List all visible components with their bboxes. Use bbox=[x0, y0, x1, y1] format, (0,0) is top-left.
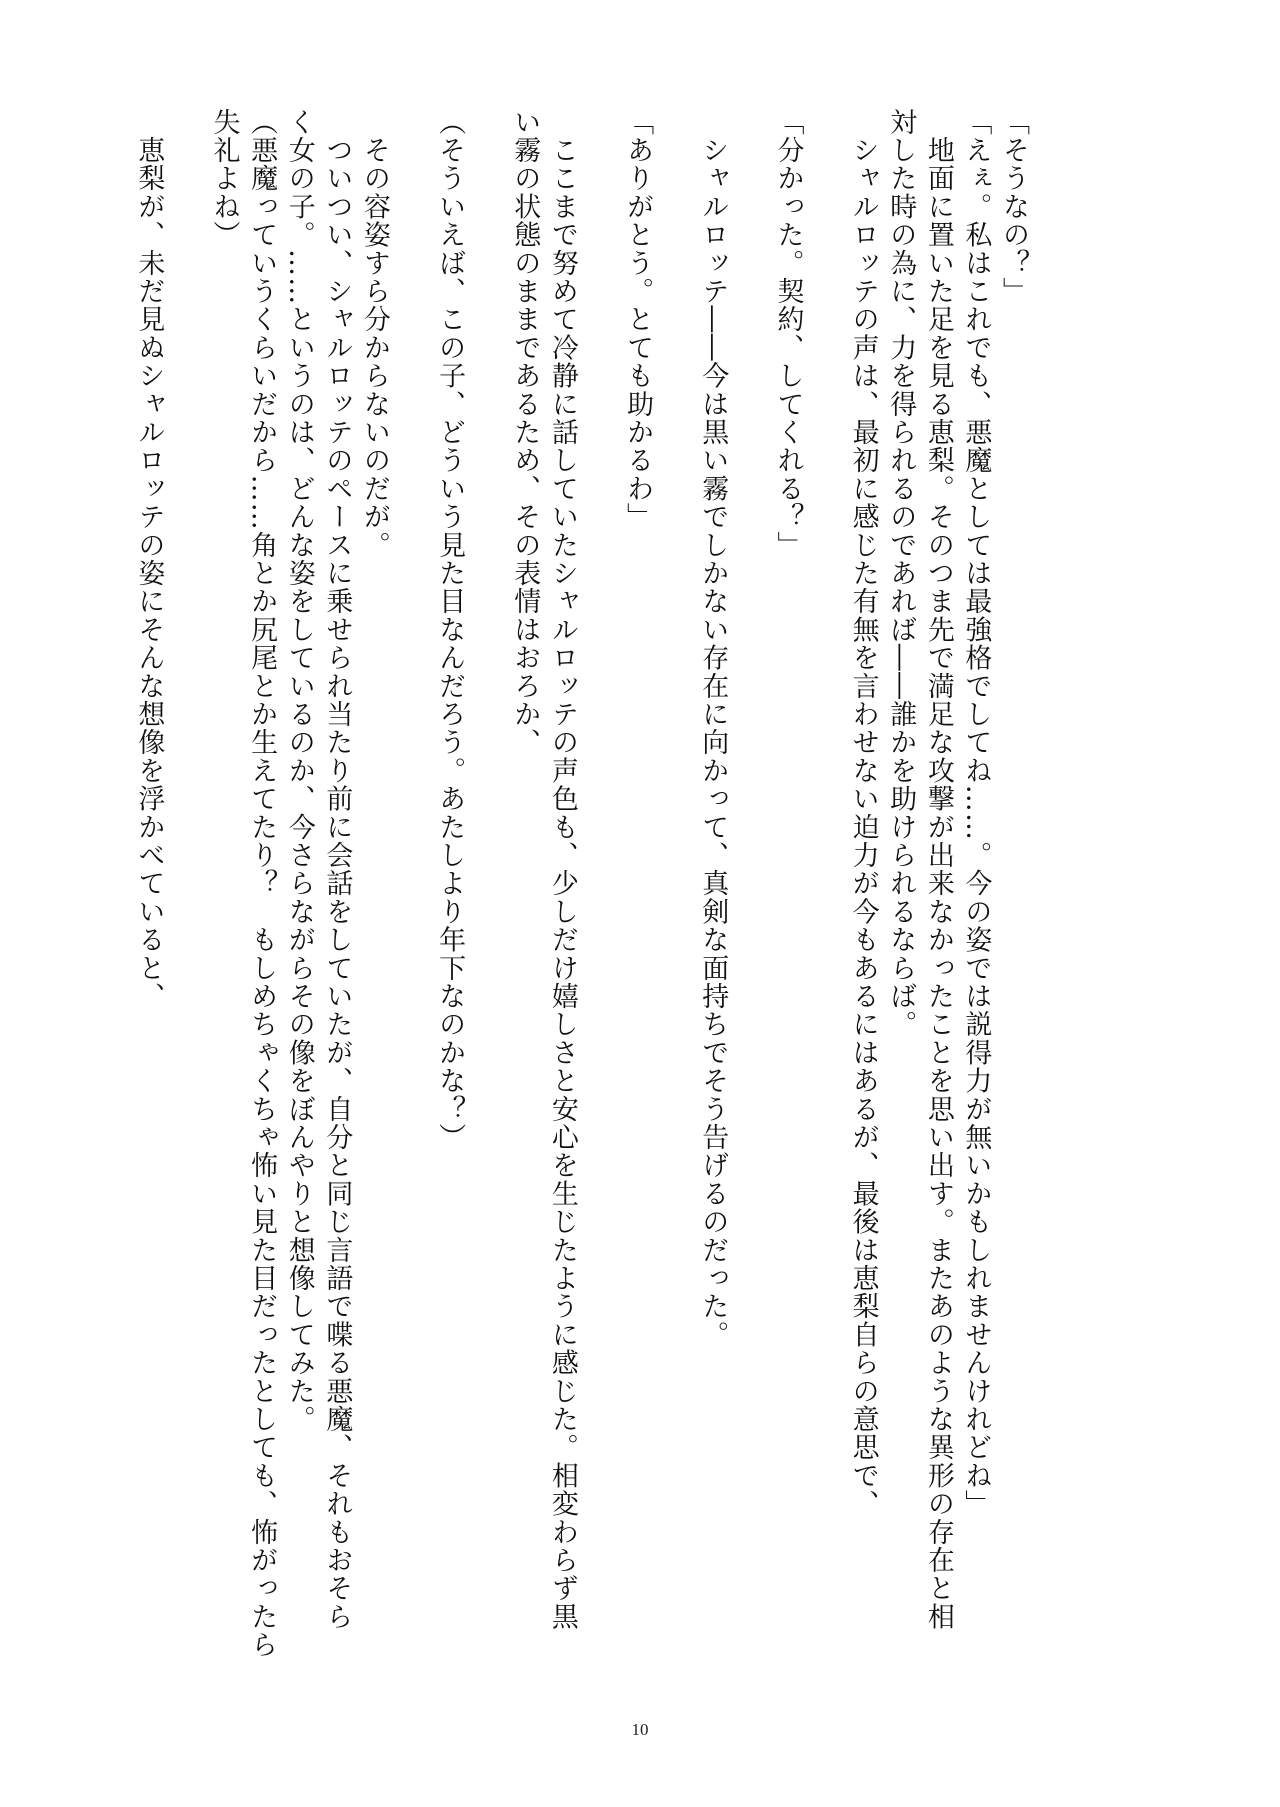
text-line: い霧の状態のままであるため、その表情はおろか、 bbox=[509, 108, 541, 757]
text-line: その容姿すら分からないのだが。 bbox=[358, 108, 390, 560]
text-line: ついつい、シャルロッテのペースに乗せられ当たり前に会話をしていたが、自分と同じ言語で喋る悪魔、それもおそら bbox=[321, 108, 353, 1631]
page-number: 10 bbox=[631, 1720, 649, 1739]
text-line bbox=[656, 108, 694, 1708]
text-line: 地面に置いた足を見る恵梨。そのつま先で満足な攻撃が出来なかったことを思い出す。またあのような異形の存在と相 bbox=[922, 108, 954, 1631]
text-line: く女の子。……というのは、どんな姿をしているのか、今さらながらその像をぼんやりと想像してみた。 bbox=[283, 108, 315, 1434]
text-line bbox=[806, 108, 844, 1708]
text-line: 「そうなの？」 bbox=[998, 108, 1029, 306]
text-line: （そういえば、この子、どういう見た目なんだろう。あたしより年下なのかな？） bbox=[434, 108, 466, 1152]
text-line: ここまで努めて冷静に話していたシャルロッテの声色も、少しだけ嬉しさと安心を生じたように感じた。相変わらず黒 bbox=[546, 108, 578, 1631]
text-line bbox=[167, 108, 205, 1708]
vertical-text-body bbox=[130, 108, 1032, 1708]
text-line: 「えぇ。私はこれでも、悪魔としては最強格でしてね……。今の姿では説得力が無いかもしれませんけれどね」 bbox=[960, 108, 992, 1518]
text-line: （悪魔っていうくらいだから……角とか尻尾とか生えてたり？ もしめちゃくちゃ怖い見た目だったとしても、怖がったら bbox=[246, 108, 278, 1659]
text-line: シャルロッテの声は、最初に感じた有無を言わせない迫力が今もあるにはあるが、最後は恵梨自らの意思で、 bbox=[847, 108, 879, 1518]
text-line: シャルロッテ――今は黒い霧でしかない存在に向かって、真剣な面持ちでそう告げるのだった。 bbox=[697, 108, 729, 1349]
text-line bbox=[731, 108, 769, 1708]
text-line bbox=[468, 108, 506, 1708]
text-line: 「分かった。契約、してくれる？」 bbox=[772, 108, 804, 560]
text-line: 対した時の為に、力を得られるのであれば――誰かを助けられるならば。 bbox=[885, 108, 917, 1039]
text-line bbox=[581, 108, 619, 1708]
text-line bbox=[393, 108, 431, 1708]
text-line: 「ありがとう。とても助かるわ」 bbox=[622, 108, 654, 531]
text-line: 恵梨が、未だ見ぬシャルロッテの姿にそんな想像を浮かべていると、 bbox=[133, 108, 165, 1011]
text-line: 失礼よね） bbox=[208, 108, 240, 249]
